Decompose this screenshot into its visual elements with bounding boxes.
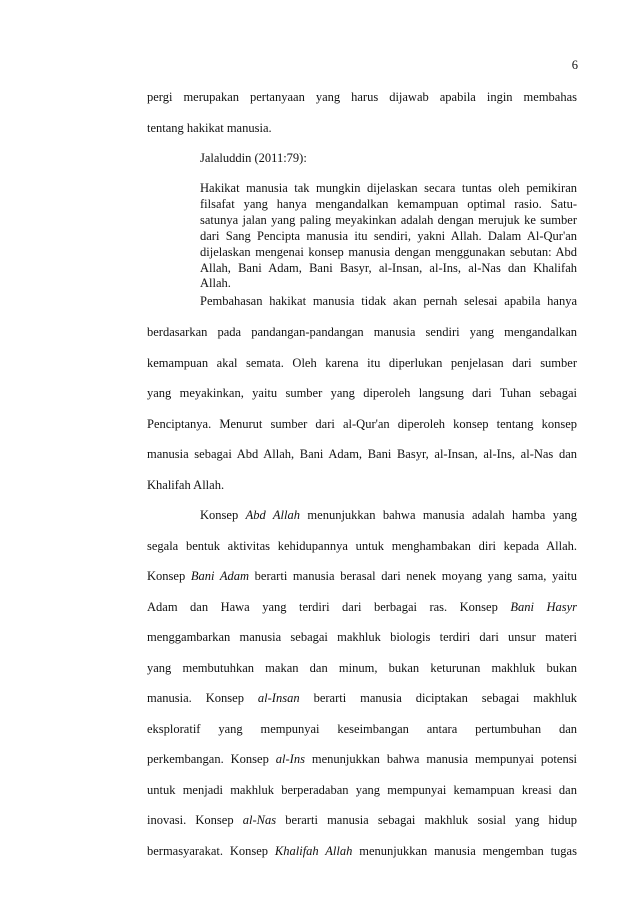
text-line: manusia sebagai Abd Allah, Bani Adam, Bani Basyr, al-Insan, al-Ins, al-Nas dan xyxy=(147,447,577,461)
text-line xyxy=(147,691,577,706)
text-line: tentang hakikat manusia. xyxy=(147,121,272,135)
text-run: bermasyarakat. Konsep xyxy=(147,844,269,858)
italic-term: al-Nas xyxy=(242,813,277,827)
quote-line: Hakikat manusia tak mungkin dijelaskan secara tuntas oleh pemikiran xyxy=(200,181,577,195)
italic-term: Khalifah Allah xyxy=(274,844,353,858)
text-line: kemampuan akal semata. Oleh karena itu diperlukan penjelasan dari sumber xyxy=(147,356,577,370)
block-quote xyxy=(200,181,577,292)
italic-term: al-Ins xyxy=(275,752,305,766)
italic-term: Bani Adam xyxy=(190,569,250,583)
text-run: manusia. Konsep xyxy=(147,691,244,705)
text-run: berarti manusia berasal dari nenek moyang yang sama, yaitu xyxy=(254,569,578,583)
quote-line: dijelaskan mengenai konsep manusia dengan menggunakan sebutan: Abd xyxy=(200,244,577,259)
italic-term: Abd Allah xyxy=(245,508,301,522)
text-run: menunjukkan bahwa manusia mempunyai potensi xyxy=(311,752,578,766)
text-run: Konsep xyxy=(200,508,239,522)
text-line: Penciptanya. Menurut sumber dari al-Qur'an diperoleh konsep tentang konsep xyxy=(147,417,577,431)
italic-term: Bani Hasyr xyxy=(510,600,577,614)
quote-line: dari Sang Pencipta manusia itu sendiri, yakni Allah. Dalam Al-Qur'an xyxy=(200,228,577,243)
text-line: yang membutuhkan makan dan minum, bukan keturunan makhluk bukan xyxy=(147,661,577,675)
text-run: berarti manusia diciptakan sebagai makhluk xyxy=(313,691,577,705)
text-run: Adam dan Hawa yang terdiri dari berbagai ras. Konsep xyxy=(147,600,498,614)
quote-line: satunya jalan yang paling meyakinkan adalah dengan merujuk ke sumber xyxy=(200,212,577,227)
text-line: yang meyakinkan, yaitu sumber yang diperoleh langsung dari Tuhan sebagai xyxy=(147,386,577,400)
text-line: berdasarkan pada pandangan-pandangan manusia sendiri yang mengandalkan xyxy=(147,325,577,339)
text-run: berarti manusia sebagai makhluk sosial yang hidup xyxy=(285,813,578,827)
quote-line: Allah. xyxy=(200,276,231,291)
text-line xyxy=(147,813,577,828)
text-run: perkembangan. xyxy=(147,752,224,766)
quote-line: Allah, Bani Adam, Bani Basyr, al-Insan, al-Ins, al-Nas dan Khalifah xyxy=(200,260,577,275)
text-line: segala bentuk aktivitas kehidupannya untuk menghambakan diri kepada Allah. xyxy=(147,539,577,553)
text-line: menggambarkan manusia sebagai makhluk biologis terdiri dari unsur materi xyxy=(147,630,577,644)
text-line xyxy=(147,844,577,859)
text-run: menunjukkan bahwa manusia adalah hamba yang xyxy=(307,508,577,522)
text-run: Konsep xyxy=(230,752,269,766)
text-run: Konsep xyxy=(195,813,234,827)
text-line: Khalifah Allah. xyxy=(147,478,225,492)
text-run: Konsep xyxy=(147,569,186,583)
text-line xyxy=(147,569,577,584)
italic-term: al-Insan xyxy=(257,691,300,705)
text-line xyxy=(200,508,577,523)
text-line: untuk menjadi makhluk berperadaban yang mempunyai kemampuan kreasi dan xyxy=(147,783,577,797)
text-line: eksploratif yang mempunyai keseimbangan antara pertumbuhan dan xyxy=(147,722,577,736)
text-line: Pembahasan hakikat manusia tidak akan pernah selesai apabila hanya xyxy=(200,294,577,308)
text-line: pergi merupakan pertanyaan yang harus dijawab apabila ingin membahas xyxy=(147,90,577,104)
text-line xyxy=(147,600,577,615)
text-line xyxy=(147,752,577,767)
quote-attribution: Jalaluddin (2011:79): xyxy=(200,151,307,165)
text-run: inovasi. xyxy=(147,813,187,827)
quote-line: filsafat yang hanya mengandalkan kemampuan optimal rasio. Satu- xyxy=(200,196,577,211)
text-run: menunjukkan manusia mengemban tugas xyxy=(359,844,577,858)
page-number: 6 xyxy=(571,58,578,72)
